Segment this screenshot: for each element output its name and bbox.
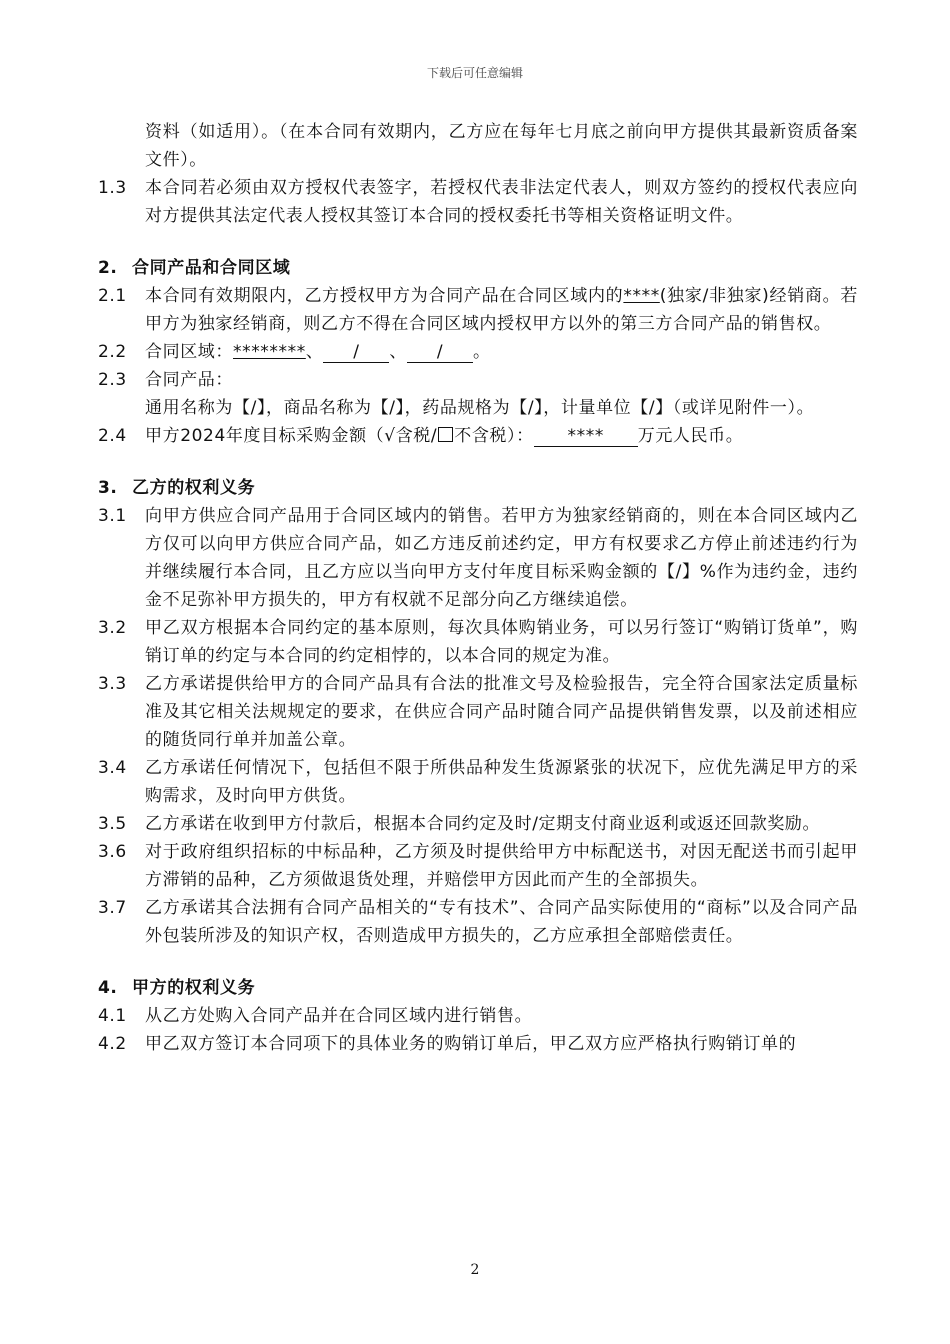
- region-value-2: /: [323, 342, 389, 363]
- section-number: 4.: [98, 978, 118, 998]
- clause-text-part: 本合同有效期限内，乙方授权甲方为合同产品在合同区域内的: [145, 286, 624, 306]
- period: 。: [473, 342, 491, 362]
- clause-3-5: [98, 810, 858, 838]
- clause-text: [145, 422, 858, 450]
- clause-text: 合同产品：: [145, 370, 233, 390]
- clause-text: 乙方承诺任何情况下，包括但不限于所供品种发生货源紧张的状况下，应优先满足甲方的采购需求，及时向甲方供货。: [145, 758, 858, 806]
- clause-number: 2.3: [98, 370, 127, 390]
- clause-2-4: [98, 422, 858, 450]
- page-number: 2: [470, 1262, 480, 1278]
- product-detail: 通用名称为【/】，商品名称为【/】，药品规格为【/】，计量单位【/】（或详见附件一）。: [145, 398, 815, 418]
- clause-2-1: [98, 282, 858, 338]
- clause-4-2: [98, 1030, 858, 1058]
- clause-number: 2.1: [98, 286, 127, 306]
- section-number: 2.: [98, 258, 118, 278]
- clause-number: 3.6: [98, 842, 127, 862]
- clause-text: 乙方承诺提供给甲方的合同产品具有合法的批准文号及检验报告，完全符合国家法定质量标准及其它相关法规规定的要求，在供应合同产品时随合同产品提供销售发票，以及前述相应的随货同行单并加盖公章。: [145, 674, 858, 750]
- clause-number: 3.7: [98, 898, 127, 918]
- clause-3-7: [98, 894, 858, 950]
- continuation-paragraph: 资料（如适用）。（在本合同有效期内，乙方应在每年七月底之前向甲方提供其最新资质备案文件）。: [145, 122, 858, 170]
- clause-text-part: 不含税）：: [454, 426, 534, 446]
- clause-number: 3.1: [98, 506, 127, 526]
- clause-number: 3.3: [98, 674, 127, 694]
- clause-text: 向甲方供应合同产品用于合同区域内的销售。若甲方为独家经销商的，则在本合同区域内乙方仅可以向甲方供应合同产品，如乙方违反前述约定，甲方有权要求乙方停止前述违约行为并继续履行本合同，且乙方应以当向甲方支付年度目标采购金额的【/】%作为违约金，违约金不足弥补甲方损失的，甲方有权就不足部分向乙方继续追偿。: [145, 506, 858, 610]
- clause-text-part: 万元人民币。: [637, 426, 744, 446]
- clause-text-part: 甲方2024年度目标采购金额（√含税/: [145, 426, 438, 446]
- target-amount: ****: [534, 426, 638, 447]
- clause-number: 2.2: [98, 342, 127, 362]
- clause-text: 对于政府组织招标的中标品种，乙方须及时提供给甲方中标配送书，对因无配送书而引起甲方滞销的品种，乙方须做退货处理，并赔偿甲方因此而产生的全部损失。: [145, 842, 858, 890]
- separator: 、: [305, 342, 324, 362]
- clause-number: 2.4: [98, 426, 127, 446]
- clause-2-2: [98, 338, 858, 366]
- clause-text-part: (独家/非独家)经销商。若甲方为独家经销商，则乙方不得在合同区域内授权甲方以外的第三方合同产品的销售权。: [145, 286, 859, 334]
- clause-3-3: [98, 670, 858, 754]
- region-label: 合同区域：: [145, 342, 233, 362]
- document-body: [98, 118, 858, 1058]
- separator: 、: [389, 342, 408, 362]
- clause-2-3: [98, 366, 858, 394]
- clause-number: 3.2: [98, 618, 127, 638]
- clause-text: 乙方承诺其合法拥有合同产品相关的“专有技术”、合同产品实际使用的“商标”以及合同产品外包装所涉及的知识产权，否则造成甲方损失的，乙方应承担全部赔偿责任。: [145, 898, 858, 946]
- section-number: 3.: [98, 478, 118, 498]
- clause-1-3: [98, 174, 858, 230]
- section-title: 合同产品和合同区域: [132, 258, 291, 278]
- clause-3-1: [98, 502, 858, 614]
- clause-text: 本合同若必须由双方授权代表签字，若授权代表非法定代表人，则双方签约的授权代表应向对方提供其法定代表人授权其签订本合同的授权委托书等相关资格证明文件。: [145, 178, 858, 226]
- clause-text: 乙方承诺在收到甲方付款后，根据本合同约定及时/定期支付商业返利或返还回款奖励。: [145, 814, 821, 834]
- section-2-heading: [98, 254, 858, 282]
- clause-3-2: [98, 614, 858, 670]
- section-title: 甲方的权利义务: [132, 978, 256, 998]
- clause-number: 4.1: [98, 1006, 127, 1026]
- section-title: 乙方的权利义务: [132, 478, 256, 498]
- page-header: 下载后可任意编辑: [426, 66, 523, 80]
- clause-3-4: [98, 754, 858, 810]
- clause-number: 4.2: [98, 1034, 127, 1054]
- clause-text: [145, 338, 858, 366]
- section-3-heading: [98, 474, 858, 502]
- clause-text: 从乙方处购入合同产品并在合同区域内进行销售。: [145, 1006, 533, 1026]
- region-value-3: /: [407, 342, 473, 363]
- clause-4-1: [98, 1002, 858, 1030]
- clause-3-6: [98, 838, 858, 894]
- clause-text: 甲乙双方签订本合同项下的具体业务的购销订单后，甲乙双方应严格执行购销订单的: [145, 1034, 797, 1054]
- clause-number: 3.4: [98, 758, 127, 778]
- clause-text: [145, 282, 858, 338]
- region-value-1: ********: [233, 342, 306, 362]
- clause-number: 1.3: [98, 178, 127, 198]
- section-4-heading: [98, 974, 858, 1002]
- checkbox-icon: [438, 427, 453, 442]
- clause-text: 甲乙双方根据本合同约定的基本原则，每次具体购销业务，可以另行签订“购销订货单”，购销订单的约定与本合同的约定相悖的，以本合同的规定为准。: [145, 618, 858, 666]
- exclusivity-value: ****: [623, 286, 660, 306]
- clause-number: 3.5: [98, 814, 127, 834]
